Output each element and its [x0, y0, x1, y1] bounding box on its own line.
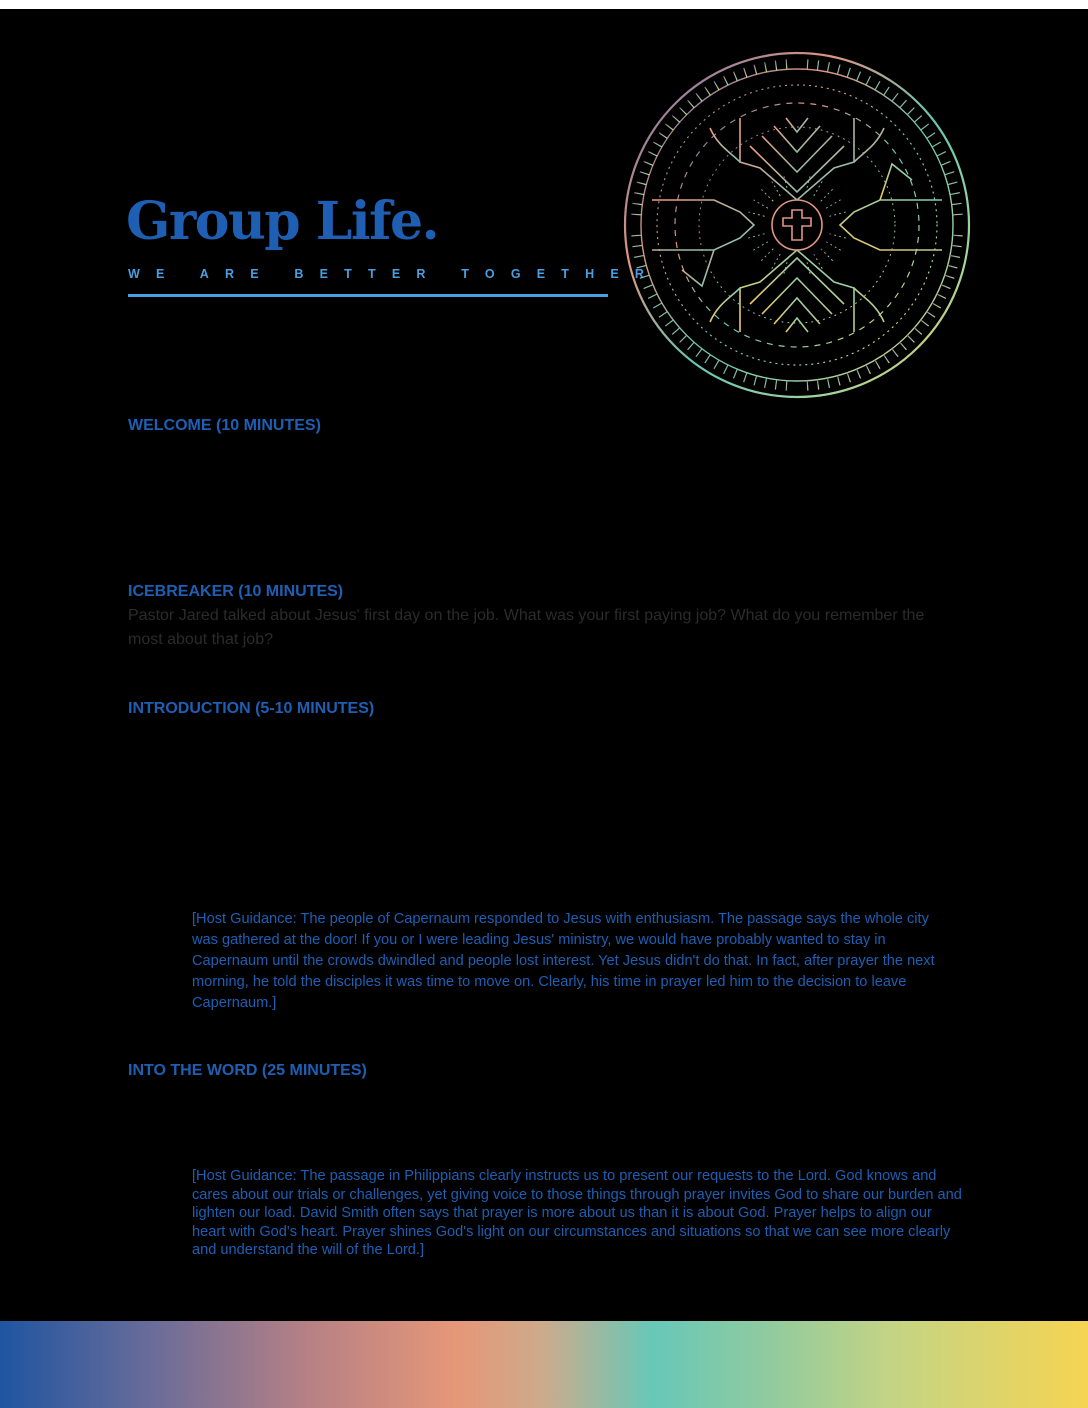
- introduction-heading: INTRODUCTION (5-10 MINUTES): [128, 700, 375, 717]
- brand-divider: [128, 294, 608, 297]
- welcome-heading: WELCOME (10 MINUTES): [128, 417, 321, 434]
- footer-gradient-bar: [0, 1321, 1088, 1408]
- brand-title: Group Life.: [126, 191, 439, 252]
- brand-tagline: WE ARE BETTER TOGETHER: [128, 267, 661, 281]
- icebreaker-heading: ICEBREAKER (10 MINUTES): [128, 583, 344, 600]
- into-the-word-host-guidance: [Host Guidance: The passage in Philippians clearly instructs us to present our requests to the Lord. God knows and cares about our trials or challenges, yet giving voice to those things through prayer invites God to share our burden and lighten our load. David Smith often says that prayer is more about us than it is about God. Prayer helps to align our heart with God's heart. Prayer shines God's light on our circumstances and situations so that we can see more clearly and understand the will of the Lord.]: [192, 1168, 962, 1259]
- top-page-strip: [0, 0, 1088, 9]
- introduction-host-guidance: [Host Guidance: The people of Capernaum responded to Jesus with enthusiasm. The passage says the whole city was gathered at the door! If you or I were leading Jesus' ministry, we would have probably wanted to stay in Capernaum until the crowds dwindled and people lost interest. Yet Jesus didn't do that. In fact, after prayer the next morning, he told the disciples it was time to move on. Clearly, his time in prayer led him to the decision to leave Capernaum.]: [192, 911, 935, 1011]
- into-the-word-heading: INTO THE WORD (25 MINUTES): [128, 1062, 367, 1079]
- icebreaker-body: Pastor Jared talked about Jesus' first day on the job. What was your first paying job? What do you remember the most about that job?: [128, 607, 925, 648]
- hands-around-cross-emblem-icon: [622, 50, 972, 400]
